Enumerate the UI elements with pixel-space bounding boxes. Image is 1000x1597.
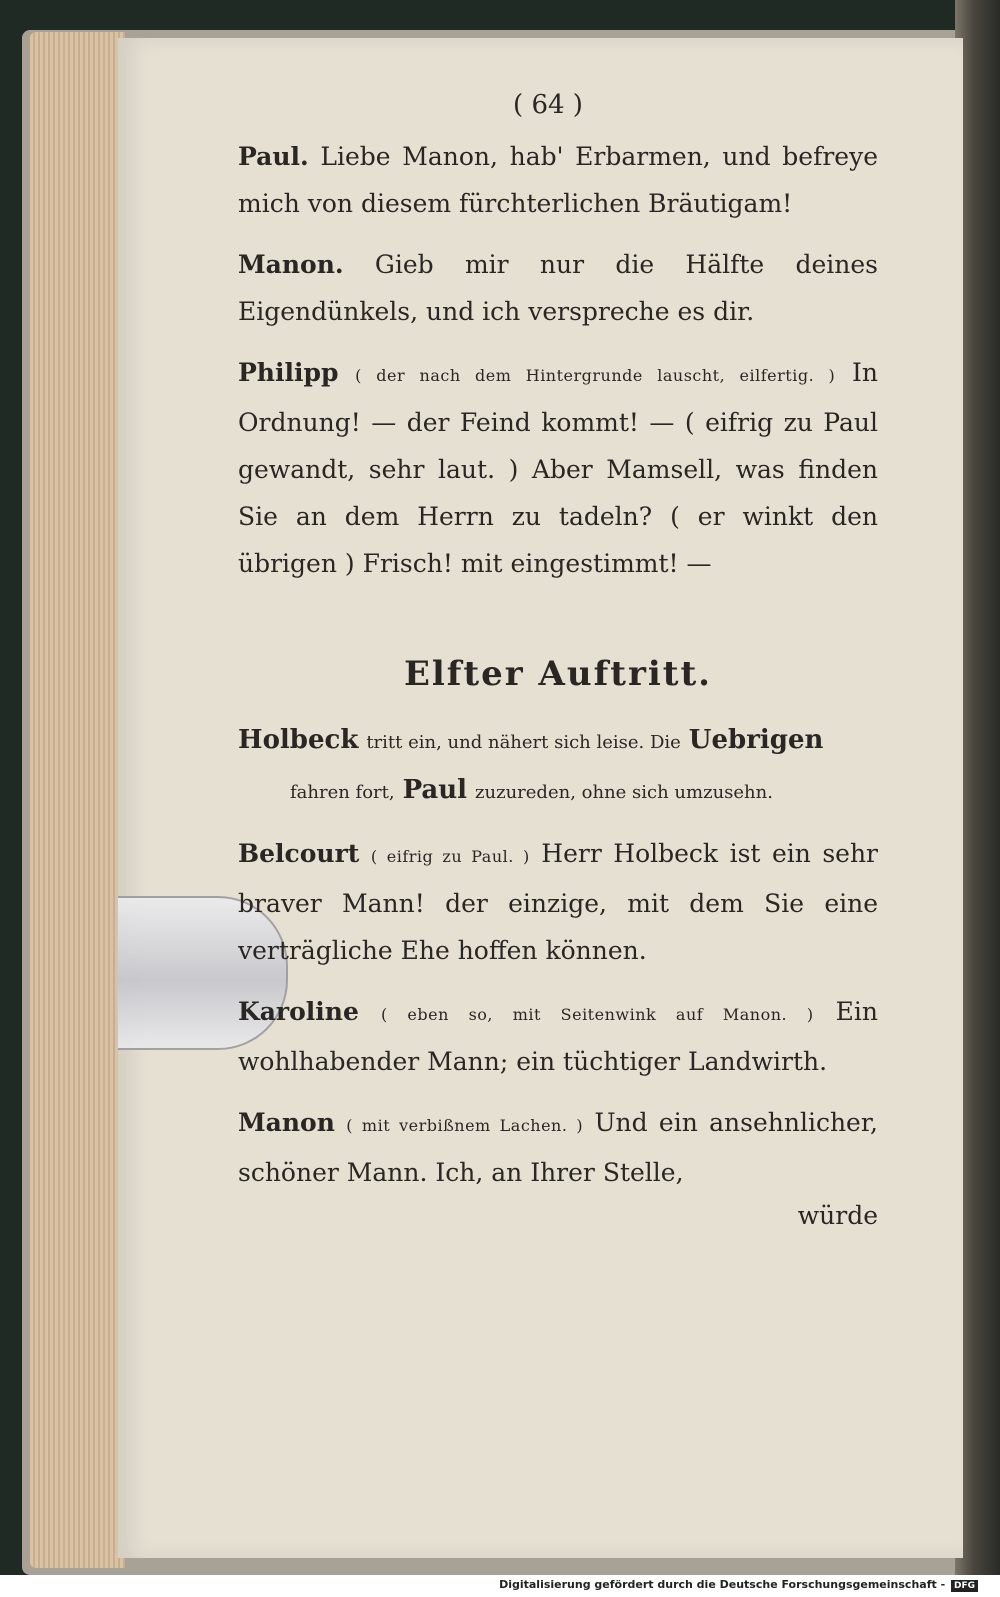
stage-direction: ( eben so, mit Seitenwink auf Manon. ): [380, 1005, 814, 1024]
stage-direction: ( der nach dem Hintergrunde lauscht, eilfertig. ): [355, 366, 836, 385]
scene-heading: Elfter Auftritt.: [403, 654, 713, 694]
stage-direction: ( mit verbißnem Lachen. ): [346, 1116, 584, 1135]
footer-credit: [499, 1578, 978, 1592]
dialogue-text: Herr Holbeck ist ein sehr braver Mann! der einzige, mit dem Sie eine verträgliche Ehe hoffen können.: [238, 839, 879, 965]
direction-name: Holbeck: [238, 725, 359, 755]
direction-text-2b: zuzureden, ohne sich umzusehn.: [475, 782, 773, 803]
dialogue-text: Gieb mir nur die Hälfte deines Eigendünkels, und ich verspreche es dir.: [238, 250, 878, 326]
direction-text: tritt ein, und nähert sich leise. Die: [366, 732, 681, 753]
speaker-name: Paul.: [238, 142, 309, 171]
dialogue-text: Ein wohlhabender Mann; ein tüchtiger Landwirth.: [238, 997, 879, 1076]
dialogue-manon: [238, 241, 878, 335]
dialogue-text: Liebe Manon, hab' Erbarmen, und befreye mich von diesem fürchterlichen Bräutigam!: [238, 142, 878, 218]
dialogue-philipp: [238, 349, 878, 587]
direction-paul: Paul: [402, 775, 468, 805]
dialogue-paul: [238, 133, 878, 227]
footer-text: Digitalisierung gefördert durch die Deutsche Forschungsgemeinschaft -: [499, 1578, 946, 1591]
page-number: ( 64 ): [513, 90, 583, 120]
page-text: [238, 82, 878, 1239]
speaker-name: Philipp: [238, 358, 339, 387]
direction-text-2a: fahren fort,: [290, 782, 395, 803]
direction-emphasis: Uebrigen: [688, 725, 824, 755]
speaker-name: Belcourt: [238, 839, 360, 868]
dialogue-karoline: [238, 988, 878, 1085]
stage-direction: ( eifrig zu Paul. ): [370, 847, 530, 866]
catchword: würde: [797, 1201, 878, 1230]
dialogue-manon-2: [238, 1099, 878, 1196]
dialogue-text: In Ordnung! — der Feind kommt! — ( eifrig zu Paul gewandt, sehr laut. ) Aber Mamsell, was finden Sie an dem Herrn zu tadeln? ( er winkt den übrigen ) Frisch! mit eingestimmt! —: [238, 358, 878, 578]
speaker-name: Manon: [238, 1108, 335, 1137]
dfg-logo: DFG: [951, 1580, 978, 1592]
speaker-name: Karoline: [238, 997, 359, 1026]
dialogue-belcourt: [238, 830, 878, 974]
speaker-name: Manon.: [238, 250, 344, 279]
scene-direction: [238, 716, 878, 816]
dialogue-text: Und ein ansehnlicher, schöner Mann. Ich, an Ihrer Stelle,: [238, 1108, 878, 1187]
page-edges: [30, 32, 125, 1568]
